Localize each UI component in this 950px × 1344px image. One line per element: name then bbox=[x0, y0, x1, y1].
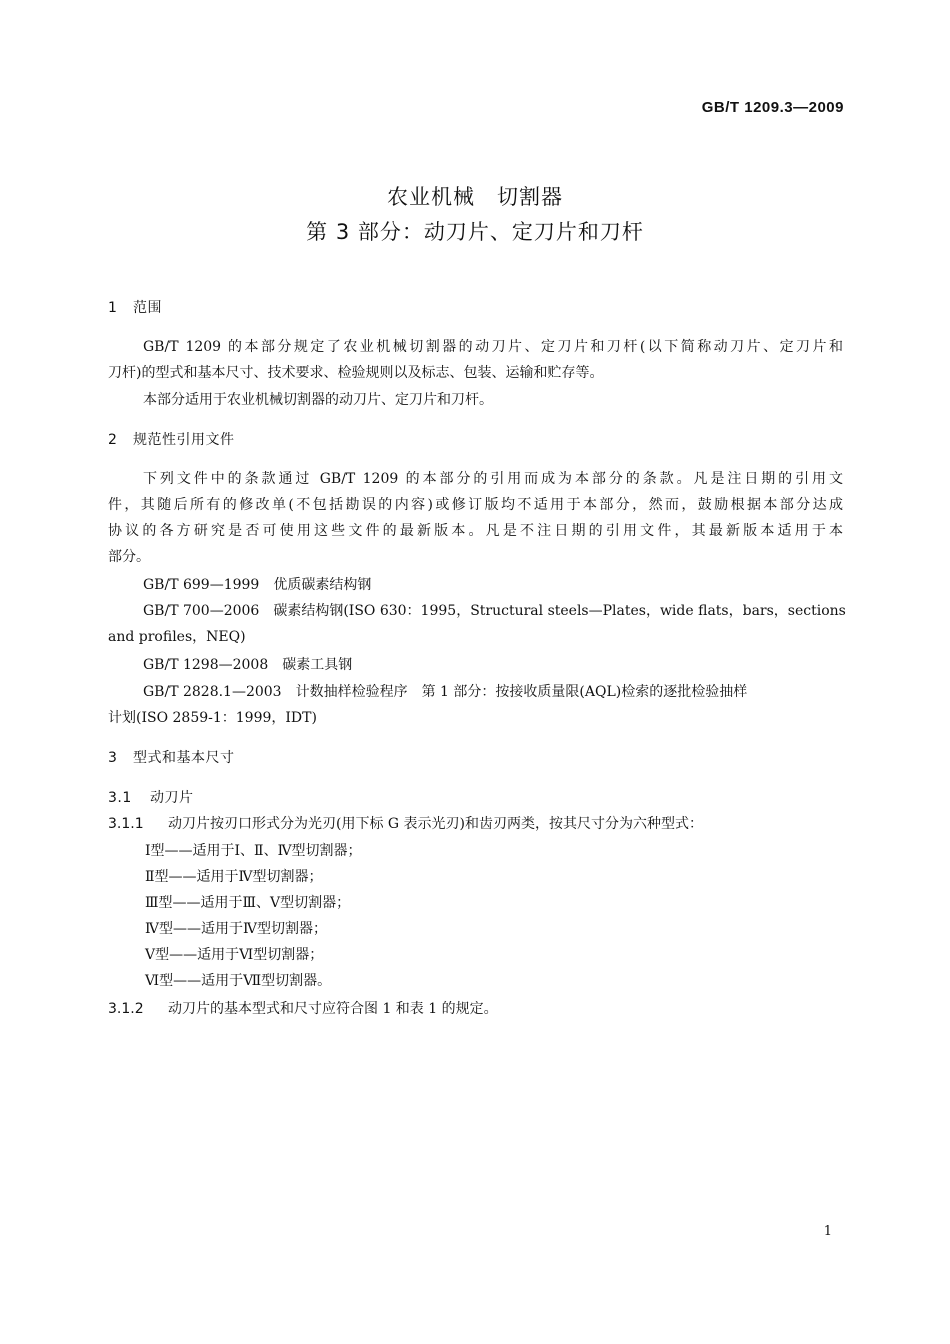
section-1-heading bbox=[108, 297, 162, 317]
reference-2-continuation: and profiles，NEQ) bbox=[108, 629, 246, 645]
type-item: Ⅲ型——适用于Ⅲ、Ⅴ型切割器； bbox=[145, 895, 351, 911]
page-number: 1 bbox=[823, 1224, 832, 1239]
reference-4 bbox=[143, 681, 747, 701]
section-2-paragraph-line-3: 协议的各方研究是否可使用这些文件的最新版本。凡是不注日期的引用文件，其最新版本适用于本 bbox=[108, 523, 843, 539]
type-item: Ⅵ型——适用于Ⅶ型切割器。 bbox=[145, 973, 332, 989]
section-2-paragraph-line-2: 件，其随后所有的修改单(不包括勘误的内容)或修订版均不适用于本部分，然而，鼓励根据本部分达成 bbox=[108, 497, 843, 513]
section-3-heading bbox=[108, 747, 235, 767]
type-item: Ⅱ型——适用于Ⅳ型切割器； bbox=[145, 869, 323, 885]
section-2-paragraph-line-4: 部分。 bbox=[108, 549, 150, 565]
reference-2-title: 碳素结构钢(ISO 630：1995，Structural steels—Plates，wide flats，bars，sections bbox=[273, 603, 846, 619]
reference-1-title: 优质碳素结构钢 bbox=[273, 577, 372, 593]
section-1-number: 1 bbox=[108, 300, 118, 316]
section-1-title: 范围 bbox=[133, 300, 162, 316]
section-2-heading bbox=[108, 429, 235, 449]
section-3-1-heading bbox=[108, 787, 194, 807]
document-title-line2: 第 3 部分：动刀片、定刀片和刀杆 bbox=[306, 220, 644, 244]
clause-3-1-2 bbox=[108, 998, 498, 1018]
section-1-paragraph-1-line-2: 刀杆)的型式和基本尺寸、技术要求、检验规则以及标志、包装、运输和贮存等。 bbox=[108, 365, 604, 381]
section-2-paragraph-line-1: 下列文件中的条款通过 GB/T 1209 的本部分的引用而成为本部分的条款。凡是注日期的引用文 bbox=[143, 471, 843, 487]
type-item: Ⅴ型——适用于Ⅵ型切割器； bbox=[145, 947, 324, 963]
clause-3-1-1-number: 3.1.1 bbox=[108, 816, 144, 832]
reference-2-code: GB/T 700—2006 bbox=[143, 603, 260, 619]
reference-3 bbox=[143, 654, 352, 674]
reference-2 bbox=[143, 600, 846, 620]
reference-3-title: 碳素工具钢 bbox=[282, 657, 353, 673]
reference-4-continuation: 计划(ISO 2859-1：1999，IDT) bbox=[108, 710, 317, 726]
reference-3-code: GB/T 1298—2008 bbox=[143, 657, 269, 673]
section-2-title: 规范性引用文件 bbox=[133, 432, 235, 448]
reference-4-code: GB/T 2828.1—2003 bbox=[143, 684, 282, 700]
document-title-line1: 农业机械 切割器 bbox=[387, 185, 563, 209]
section-1-paragraph-2: 本部分适用于农业机械切割器的动刀片、定刀片和刀杆。 bbox=[143, 392, 493, 408]
clause-3-1-2-number: 3.1.2 bbox=[108, 1001, 144, 1017]
reference-1-code: GB/T 699—1999 bbox=[143, 577, 260, 593]
standard-number: GB/T 1209.3—2009 bbox=[701, 99, 844, 116]
section-3-title: 型式和基本尺寸 bbox=[133, 750, 235, 766]
section-2-number: 2 bbox=[108, 432, 118, 448]
section-3-1-title: 动刀片 bbox=[150, 790, 194, 806]
section-3-number: 3 bbox=[108, 750, 118, 766]
reference-1 bbox=[143, 574, 371, 594]
type-item: Ⅳ型——适用于Ⅳ型切割器； bbox=[145, 921, 327, 937]
clause-3-1-2-text: 动刀片的基本型式和尺寸应符合图 1 和表 1 的规定。 bbox=[168, 1001, 498, 1017]
clause-3-1-1-text: 动刀片按刃口形式分为光刃(用下标 G 表示光刃)和齿刃两类，按其尺寸分为六种型式： bbox=[168, 816, 704, 832]
reference-4-title: 计数抽样检验程序 第 1 部分：按接收质量限(AQL)检索的逐批检验抽样 bbox=[295, 684, 748, 700]
clause-3-1-1 bbox=[108, 813, 703, 833]
section-1-paragraph-1-line-1: GB/T 1209 的本部分规定了农业机械切割器的动刀片、定刀片和刀杆(以下简称动刀片、定刀片和 bbox=[143, 339, 843, 355]
type-item: Ⅰ型——适用于Ⅰ、Ⅱ、Ⅳ型切割器； bbox=[145, 843, 362, 859]
section-3-1-number: 3.1 bbox=[108, 790, 132, 806]
